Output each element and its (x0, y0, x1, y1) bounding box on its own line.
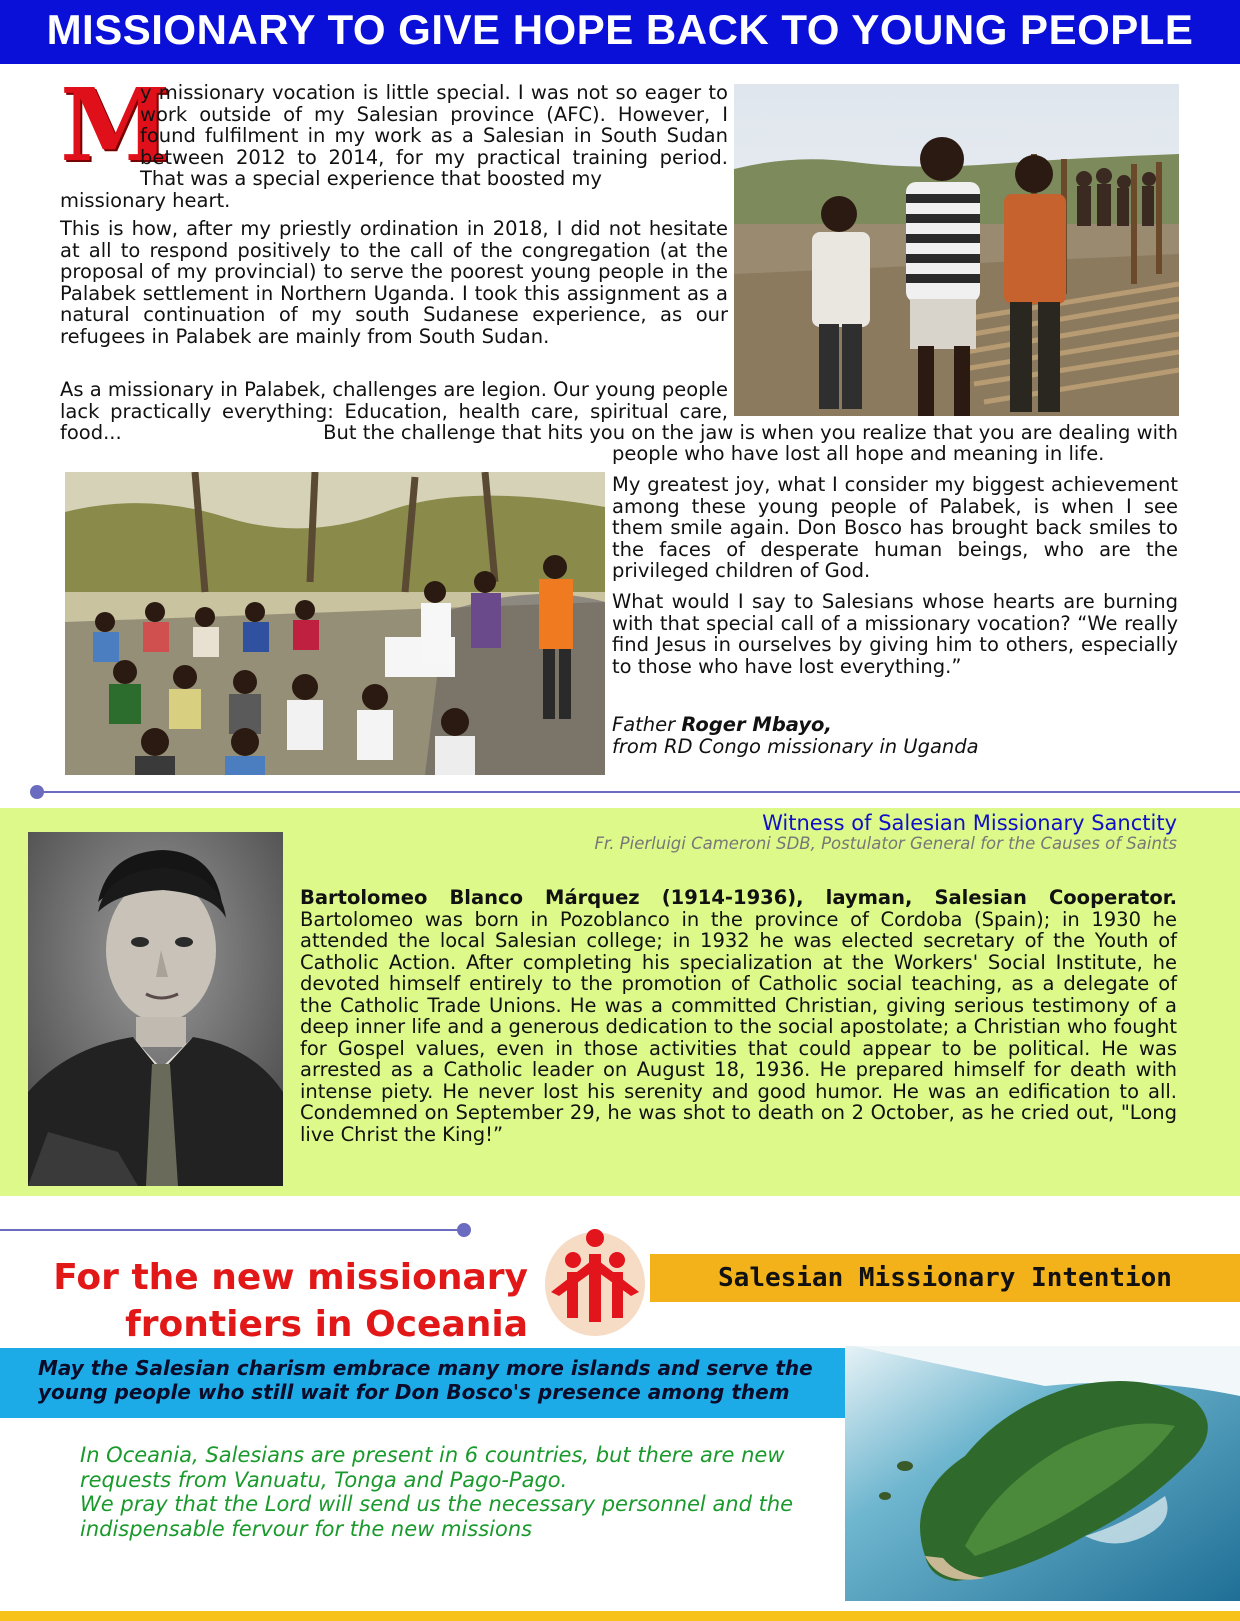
oceania-line-1: In Oceania, Salesians are present in 6 countries, but there are new requests from Vanuatu, Tonga and Pago-Pago. (80, 1443, 785, 1492)
photo-gathering (65, 472, 605, 775)
prayer-text: May the Salesian charism embrace many more islands and serve the young people who still wait for Don Bosco's presence among them (38, 1356, 813, 1404)
signature-name: Roger Mbayo, (681, 713, 832, 736)
oceania-text (80, 1443, 820, 1541)
portrait-photo-scene (28, 832, 283, 1186)
signature (612, 714, 1178, 758)
witness-body: Bartolomeo was born in Pozoblanco in the province of Cordoba (Spain); in 1930 he attended the local Salesian college; in 1932 he was elected secretary of the Youth of Catholic Action. After completing his specialization at the Workers' Social Institute, he devoted himself entirely to the promotion of Catholic social teaching, as a delegate of the Catholic Trade Unions. He was a committed Christian, giving serious testimony of a deep inner life and a generous dedication to the social apostolate; a Christian who fought for Gospel values, even in those activities that could appear to be political. He was arrested as a Catholic leader on August 18, 1936. He prepared himself for death with intense piety. He never lost his serenity and good humor. He was an edification to all. Condemned on September 29, he was shot to death on 2 October, as he cried out, "Long live Christ the King!” (300, 907, 1177, 1146)
section-divider-2 (0, 1229, 462, 1231)
footer-bar (0, 1611, 1240, 1621)
intention-title (30, 1254, 528, 1348)
article-paragraph-1-end: missionary heart. (60, 189, 231, 212)
article-paragraph-3-end: people who have lost all hope and meaning in life. (612, 442, 1105, 465)
article-paragraph-1: y missionary vocation is little special. I was not so eager to work outside of my Salesian province (AFC). However, I found fulfilment in my work as a Salesian in South Sudan between 2012 to 2014, for my practical training period. That was a special experience that boosted my (140, 81, 728, 190)
photo-gathering-scene (65, 472, 605, 775)
signature-prefix: Father (612, 713, 682, 736)
section-divider (38, 791, 1240, 793)
section-divider-dot (30, 785, 44, 799)
photo-workers (734, 84, 1179, 416)
article-paragraph-3: As a missionary in Palabek, challenges are legion. Our young people lack practically everything: Education, health care, spiritual care, food... (60, 378, 728, 444)
article-paragraph-2: This is how, after my priestly ordination in 2018, I did not hesitate at all to respond positively to the call of the congregation (at the proposal of my provincial) to serve the poorest young people in the Palabek settlement in Northern Uganda. I took this assignment as a natural continuation of my south Sudanese experience, as our refugees in Palabek are mainly from South Sudan. (60, 217, 728, 348)
portrait-photo (28, 832, 283, 1186)
witness-author: Fr. Pierluigi Cameroni SDB, Postulator General for the Causes of Saints (594, 834, 1177, 853)
island-photo (845, 1346, 1240, 1601)
salesian-logo-icon (543, 1224, 653, 1336)
signature-origin: from RD Congo missionary in Uganda (612, 735, 979, 758)
article-paragraph-5: What would I say to Salesians whose hearts are burning with that special call of a missionary vocation? “We really find Jesus in ourselves by giving him to others, especially to those who have lost everything.” (612, 590, 1178, 678)
witness-biography (300, 887, 1177, 1145)
witness-heading: Witness of Salesian Missionary Sanctity (762, 811, 1177, 835)
drop-cap: M (60, 66, 171, 184)
witness-lead: Bartolomeo Blanco Márquez (1914-1936), layman, Salesian Cooperator. (300, 886, 1177, 909)
intention-title-line1: For the new missionary (53, 1257, 528, 1298)
photo-workers-scene (734, 84, 1179, 416)
page-title: MISSIONARY TO GIVE HOPE BACK TO YOUNG PEOPLE (46, 6, 1194, 53)
island-photo-scene (845, 1346, 1240, 1601)
article-paragraph-4: My greatest joy, what I consider my biggest achievement among these young people of Palabek, is when I see them smile again. Don Bosco has brought back smiles to the faces of desperate human beings, who are the privileged children of God. (612, 473, 1178, 582)
oceania-line-2: We pray that the Lord will send us the necessary personnel and the indispensable fervour for the new missions (80, 1492, 794, 1541)
article-paragraph-3-continued: But the challenge that hits you on the jaw is when you realize that you are dealing with (323, 421, 1178, 444)
salesian-logo-graphic (543, 1224, 653, 1336)
intention-label: Salesian Missionary Intention (718, 1263, 1172, 1293)
section-divider-2-dot (457, 1223, 471, 1237)
intention-title-line2: frontiers in Oceania (125, 1304, 528, 1345)
